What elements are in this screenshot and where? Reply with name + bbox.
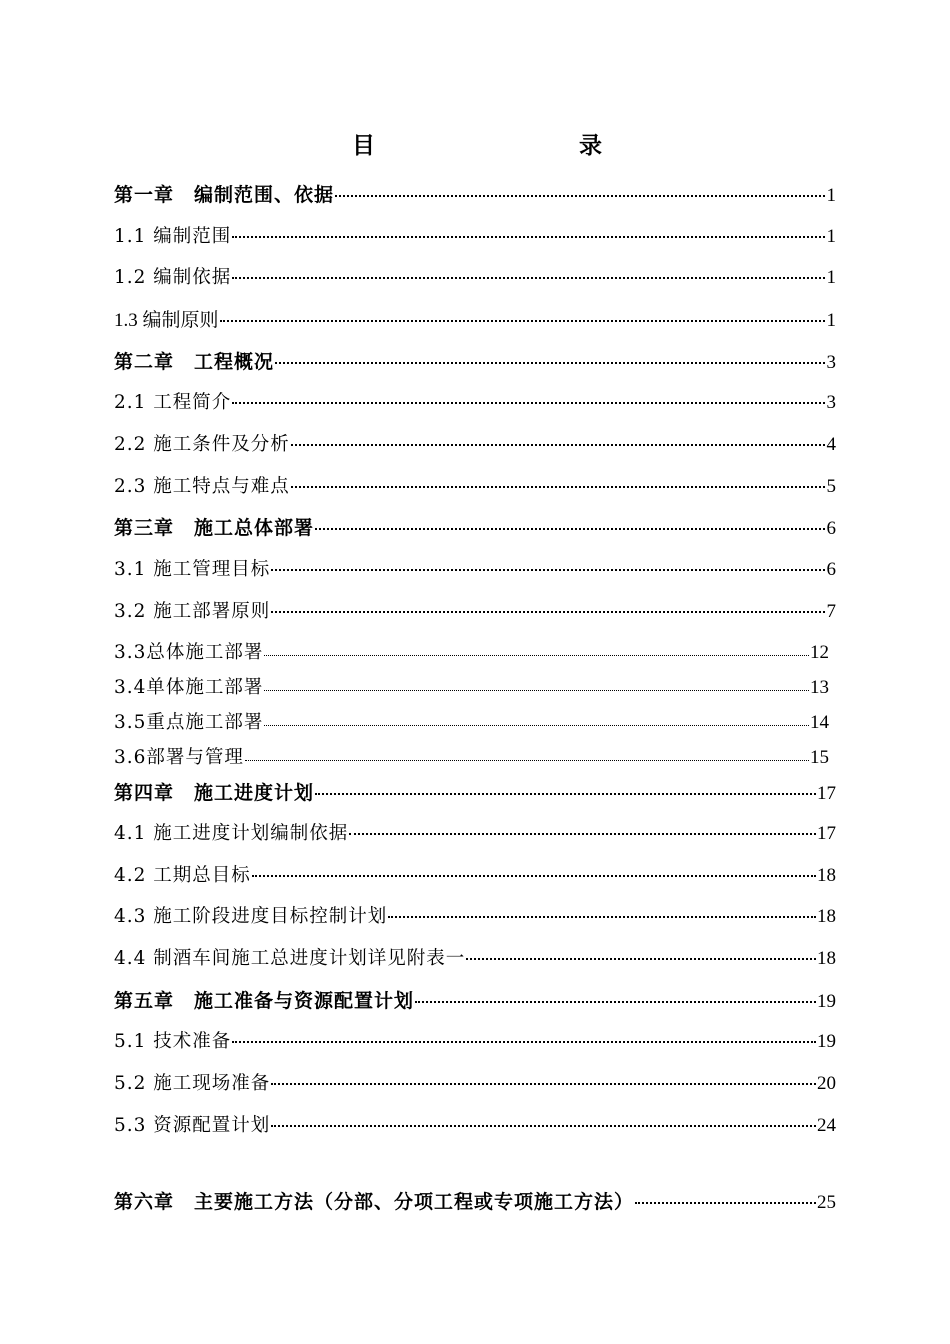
toc-chapter-entry[interactable] bbox=[114, 778, 836, 805]
toc-dot-leader bbox=[466, 958, 816, 960]
toc-chapter-entry[interactable] bbox=[114, 513, 836, 540]
toc-entry-label: 第三章 施工总体部署 bbox=[114, 517, 315, 539]
toc-section-entry[interactable] bbox=[114, 819, 836, 845]
toc-dot-leader bbox=[264, 690, 809, 691]
toc-page-number: 3 bbox=[826, 352, 836, 373]
toc-entry-label: 5.1 技术准备 bbox=[114, 1031, 232, 1052]
toc-entry-label: 4.4 制酒车间施工总进度计划详见附表一 bbox=[114, 948, 466, 969]
toc-entry-label: 1.3 编制原则 bbox=[114, 310, 219, 331]
toc-page-number: 1 bbox=[826, 226, 836, 247]
toc-title-right: 录 bbox=[579, 132, 602, 159]
toc-dot-leader bbox=[232, 236, 825, 238]
toc-section-entry[interactable] bbox=[114, 708, 832, 734]
toc-entry-label: 2.1 工程简介 bbox=[114, 392, 232, 413]
toc-page-number: 3 bbox=[826, 392, 836, 413]
toc-chapter-entry[interactable] bbox=[114, 180, 836, 207]
toc-dot-leader bbox=[275, 362, 825, 364]
toc-section-entry[interactable] bbox=[114, 388, 836, 414]
toc-chapter-entry[interactable] bbox=[114, 986, 836, 1013]
toc-section-entry[interactable] bbox=[114, 944, 836, 970]
toc-dot-leader bbox=[264, 725, 809, 726]
toc-dot-leader bbox=[415, 1001, 816, 1003]
toc-entry-label: 3.3总体施工部署 bbox=[114, 642, 264, 663]
toc-page-number: 17 bbox=[817, 783, 836, 804]
toc-section-entry[interactable] bbox=[114, 555, 836, 581]
toc-dot-leader bbox=[271, 1083, 816, 1085]
toc-page-number: 15 bbox=[810, 747, 829, 768]
toc-dot-leader bbox=[315, 793, 816, 795]
toc-section-entry[interactable] bbox=[114, 861, 836, 887]
toc-page-number: 1 bbox=[826, 185, 836, 206]
toc-dot-leader bbox=[271, 611, 825, 613]
toc-section-entry[interactable] bbox=[114, 1111, 836, 1137]
toc-dot-leader bbox=[220, 320, 825, 322]
toc-entry-label: 3.6部署与管理 bbox=[114, 747, 244, 768]
toc-dot-leader bbox=[252, 875, 816, 877]
toc-entry-label: 第六章 主要施工方法（分部、分项工程或专项施工方法） bbox=[114, 1191, 635, 1213]
toc-entry-label: 2.3 施工特点与难点 bbox=[114, 476, 290, 497]
toc-page-number: 4 bbox=[826, 434, 836, 455]
toc-section-entry[interactable] bbox=[114, 263, 836, 289]
toc-dot-leader bbox=[291, 486, 825, 488]
toc-section-entry[interactable] bbox=[114, 673, 832, 699]
toc-entry-label: 5.2 施工现场准备 bbox=[114, 1073, 271, 1094]
toc-entry-label: 3.2 施工部署原则 bbox=[114, 601, 271, 622]
toc-page-number: 7 bbox=[826, 601, 836, 622]
toc-page-number: 20 bbox=[817, 1073, 836, 1094]
toc-entry-label: 4.3 施工阶段进度目标控制计划 bbox=[114, 906, 388, 927]
toc-entry-label: 3.5重点施工部署 bbox=[114, 712, 264, 733]
toc-section-entry[interactable] bbox=[114, 743, 832, 769]
toc-section-entry[interactable] bbox=[114, 638, 832, 664]
toc-page-number: 18 bbox=[817, 906, 836, 927]
toc-page-number: 17 bbox=[817, 823, 836, 844]
toc-dot-leader bbox=[264, 655, 809, 656]
toc-dot-leader bbox=[291, 444, 825, 446]
toc-page-number: 18 bbox=[817, 948, 836, 969]
toc-title bbox=[352, 127, 602, 160]
toc-dot-leader bbox=[635, 1202, 816, 1204]
toc-section-entry[interactable] bbox=[114, 1069, 836, 1095]
toc-page-number: 1 bbox=[826, 310, 836, 331]
toc-page-number: 1 bbox=[826, 267, 836, 288]
toc-entry-label: 5.3 资源配置计划 bbox=[114, 1115, 271, 1136]
toc-entry-label: 3.1 施工管理目标 bbox=[114, 559, 271, 580]
toc-dot-leader bbox=[271, 1125, 816, 1127]
toc-chapter-entry[interactable] bbox=[114, 1187, 836, 1214]
toc-entry-label: 1.2 编制依据 bbox=[114, 267, 232, 288]
toc-section-entry[interactable] bbox=[114, 597, 836, 623]
toc-entry-label: 第五章 施工准备与资源配置计划 bbox=[114, 990, 415, 1012]
toc-entry-label: 第一章 编制范围、依据 bbox=[114, 184, 335, 206]
toc-page-number: 19 bbox=[817, 991, 836, 1012]
toc-dot-leader bbox=[232, 1041, 816, 1043]
toc-page-number: 19 bbox=[817, 1031, 836, 1052]
toc-page-number: 6 bbox=[826, 559, 836, 580]
toc-dot-leader bbox=[232, 277, 825, 279]
toc-page-number: 14 bbox=[810, 712, 829, 733]
toc-page-number: 5 bbox=[826, 476, 836, 497]
toc-page-number: 6 bbox=[826, 518, 836, 539]
toc-page-number: 24 bbox=[817, 1115, 836, 1136]
toc-entry-label: 第二章 工程概况 bbox=[114, 351, 275, 373]
toc-entry-label: 4.2 工期总目标 bbox=[114, 865, 251, 886]
toc-dot-leader bbox=[245, 760, 809, 761]
toc-page-number: 12 bbox=[810, 642, 829, 663]
toc-entry-label: 3.4单体施工部署 bbox=[114, 677, 264, 698]
toc-dot-leader bbox=[315, 528, 825, 530]
toc-chapter-entry[interactable] bbox=[114, 347, 836, 374]
toc-entry-label: 2.2 施工条件及分析 bbox=[114, 434, 290, 455]
toc-dot-leader bbox=[335, 195, 825, 197]
toc-dot-leader bbox=[271, 569, 825, 571]
toc-section-entry[interactable] bbox=[114, 430, 836, 456]
toc-section-entry[interactable] bbox=[114, 472, 836, 498]
toc-page-number: 18 bbox=[817, 865, 836, 886]
toc-dot-leader bbox=[232, 402, 825, 404]
toc-section-entry[interactable] bbox=[114, 222, 836, 248]
toc-entry-label: 4.1 施工进度计划编制依据 bbox=[114, 823, 349, 844]
toc-section-entry[interactable] bbox=[114, 1027, 836, 1053]
toc-entry-label: 1.1 编制范围 bbox=[114, 226, 232, 247]
toc-section-entry[interactable] bbox=[114, 305, 836, 332]
toc-section-entry[interactable] bbox=[114, 902, 836, 928]
toc-page-number: 13 bbox=[810, 677, 829, 698]
toc-dot-leader bbox=[349, 833, 816, 835]
toc-dot-leader bbox=[388, 916, 816, 918]
toc-entry-label: 第四章 施工进度计划 bbox=[114, 782, 315, 804]
toc-page-number: 25 bbox=[817, 1192, 836, 1213]
toc-title-left: 目 bbox=[352, 132, 375, 159]
